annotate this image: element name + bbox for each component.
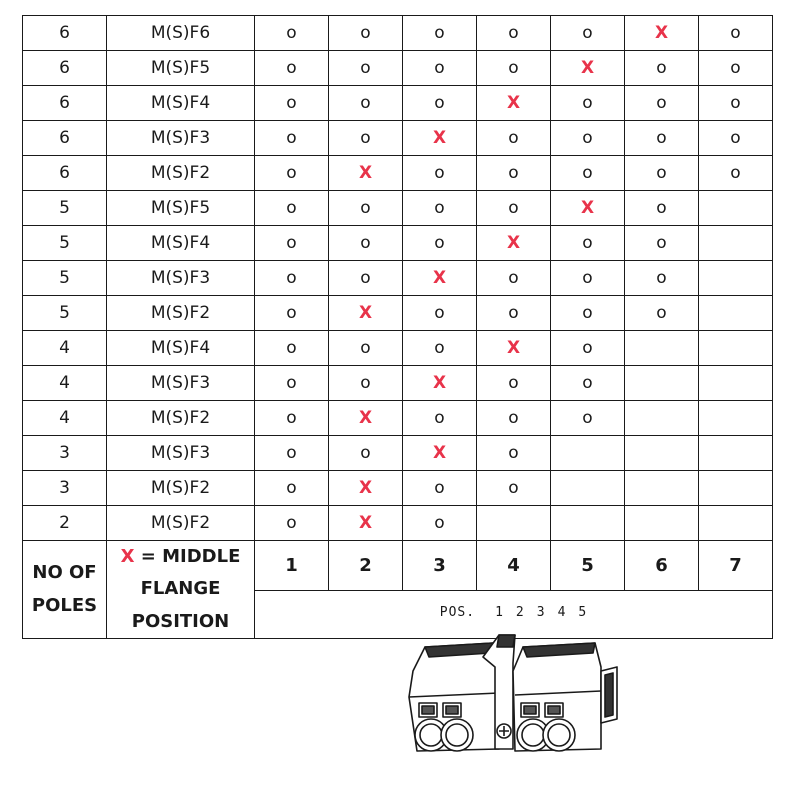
empty-cell [699, 226, 773, 261]
type-cell: M(S)F5 [107, 191, 255, 226]
poles-cell: 6 [23, 86, 107, 121]
position-mark: o [403, 191, 477, 226]
position-mark: o [403, 331, 477, 366]
position-mark: o [255, 261, 329, 296]
table-row [23, 51, 773, 86]
table-row [23, 436, 773, 471]
position-mark: o [255, 226, 329, 261]
position-header-5: 5 [551, 541, 625, 591]
middle-flange-mark: X [625, 16, 699, 51]
table-row [23, 506, 773, 541]
type-cell: M(S)F2 [107, 401, 255, 436]
empty-cell [699, 366, 773, 401]
position-mark: o [551, 366, 625, 401]
middle-flange-mark: X [551, 51, 625, 86]
poles-cell: 6 [23, 156, 107, 191]
type-cell: M(S)F2 [107, 506, 255, 541]
type-cell: M(S)F3 [107, 121, 255, 156]
position-mark: o [477, 156, 551, 191]
position-mark: o [403, 401, 477, 436]
empty-cell [477, 506, 551, 541]
poles-label-cell [23, 541, 107, 639]
table-row [23, 366, 773, 401]
empty-cell [699, 191, 773, 226]
position-mark: o [625, 121, 699, 156]
table-row [23, 191, 773, 226]
type-cell: M(S)F5 [107, 51, 255, 86]
poles-cell: 6 [23, 16, 107, 51]
pos-number-2: 2 [515, 605, 525, 621]
poles-cell: 2 [23, 506, 107, 541]
position-header-1: 1 [255, 541, 329, 591]
position-header-4: 4 [477, 541, 551, 591]
position-mark: o [255, 191, 329, 226]
type-cell: M(S)F2 [107, 471, 255, 506]
table-row [23, 16, 773, 51]
position-mark: o [255, 331, 329, 366]
middle-flange-mark: X [477, 226, 551, 261]
legend-line1 [107, 541, 254, 573]
middle-flange-mark: X [329, 401, 403, 436]
table-row [23, 296, 773, 331]
position-mark: o [699, 156, 773, 191]
position-mark: o [255, 121, 329, 156]
empty-cell [625, 436, 699, 471]
table-row [23, 401, 773, 436]
position-header-7: 7 [699, 541, 773, 591]
middle-flange-mark: X [477, 86, 551, 121]
pos-number-4: 4 [557, 605, 567, 621]
poles-cell: 3 [23, 436, 107, 471]
middle-flange-mark: X [329, 471, 403, 506]
table-row [23, 471, 773, 506]
position-header-2: 2 [329, 541, 403, 591]
position-mark: o [255, 296, 329, 331]
type-cell: M(S)F3 [107, 261, 255, 296]
empty-cell [625, 401, 699, 436]
position-mark: o [551, 331, 625, 366]
poles-cell: 5 [23, 261, 107, 296]
poles-label-line2: POLES [31, 594, 98, 616]
table-row [23, 226, 773, 261]
pos-number-3: 3 [536, 605, 546, 621]
middle-flange-mark: X [477, 331, 551, 366]
position-mark: o [329, 51, 403, 86]
position-mark: o [403, 16, 477, 51]
position-mark: o [477, 121, 551, 156]
position-mark: o [329, 331, 403, 366]
position-mark: o [625, 226, 699, 261]
position-mark: o [403, 156, 477, 191]
empty-cell [551, 471, 625, 506]
flange-position-table-sheet [22, 15, 772, 790]
type-cell: M(S)F2 [107, 156, 255, 191]
position-mark: o [255, 471, 329, 506]
position-mark: o [255, 401, 329, 436]
middle-flange-mark: X [403, 436, 477, 471]
table-body [23, 16, 773, 541]
pos-number-5: 5 [578, 605, 588, 621]
position-mark: o [403, 296, 477, 331]
position-header-row [23, 541, 773, 591]
type-cell: M(S)F4 [107, 86, 255, 121]
position-mark: o [329, 436, 403, 471]
position-mark: o [329, 191, 403, 226]
position-mark: o [477, 401, 551, 436]
position-mark: o [699, 16, 773, 51]
type-cell: M(S)F4 [107, 226, 255, 261]
poles-cell: 6 [23, 121, 107, 156]
position-mark: o [329, 366, 403, 401]
poles-cell: 5 [23, 296, 107, 331]
empty-cell [699, 436, 773, 471]
position-mark: o [329, 226, 403, 261]
position-mark: o [329, 16, 403, 51]
position-mark: o [551, 86, 625, 121]
poles-cell: 5 [23, 226, 107, 261]
position-header-6: 6 [625, 541, 699, 591]
table-row [23, 86, 773, 121]
position-mark: o [329, 121, 403, 156]
poles-cell: 6 [23, 51, 107, 86]
middle-flange-mark: X [551, 191, 625, 226]
poles-cell: 4 [23, 331, 107, 366]
table-row [23, 261, 773, 296]
position-mark: o [625, 296, 699, 331]
position-mark: o [255, 436, 329, 471]
empty-cell [699, 261, 773, 296]
position-mark: o [625, 156, 699, 191]
type-cell: M(S)F3 [107, 366, 255, 401]
position-mark: o [255, 506, 329, 541]
position-mark: o [551, 261, 625, 296]
position-mark: o [625, 51, 699, 86]
position-mark: o [403, 506, 477, 541]
position-mark: o [403, 226, 477, 261]
empty-cell [699, 506, 773, 541]
middle-flange-mark: X [403, 121, 477, 156]
type-cell: M(S)F6 [107, 16, 255, 51]
position-mark: o [477, 471, 551, 506]
position-mark: o [477, 366, 551, 401]
position-number-label [255, 605, 772, 620]
empty-cell [551, 506, 625, 541]
position-mark: o [477, 261, 551, 296]
legend-line3: POSITION [131, 610, 230, 632]
terminal-block-connector-illustration [395, 627, 635, 767]
empty-cell [551, 436, 625, 471]
empty-cell [625, 506, 699, 541]
table-row [23, 331, 773, 366]
legend-line2: FLANGE [140, 578, 221, 600]
position-mark: o [255, 366, 329, 401]
position-mark: o [625, 191, 699, 226]
position-mark: o [477, 436, 551, 471]
type-cell: M(S)F2 [107, 296, 255, 331]
middle-flange-mark: X [329, 296, 403, 331]
position-mark: o [699, 86, 773, 121]
poles-cell: 3 [23, 471, 107, 506]
connector-drawing-cell [255, 591, 773, 639]
position-mark: o [255, 16, 329, 51]
position-mark: o [625, 86, 699, 121]
empty-cell [625, 471, 699, 506]
position-mark: o [403, 471, 477, 506]
empty-cell [699, 401, 773, 436]
legend-middle-text: = MIDDLE [134, 546, 241, 567]
table-row [23, 156, 773, 191]
poles-cell: 4 [23, 401, 107, 436]
position-header-3: 3 [403, 541, 477, 591]
empty-cell [625, 366, 699, 401]
empty-cell [699, 296, 773, 331]
legend-cell [107, 541, 255, 639]
position-mark: o [551, 296, 625, 331]
poles-cell: 5 [23, 191, 107, 226]
position-mark: o [255, 156, 329, 191]
position-mark: o [699, 51, 773, 86]
position-mark: o [255, 86, 329, 121]
type-cell: M(S)F4 [107, 331, 255, 366]
pos-number-1: 1 [495, 605, 504, 621]
position-mark: o [551, 401, 625, 436]
poles-label-line1: NO OF [32, 562, 97, 584]
position-mark: o [403, 86, 477, 121]
empty-cell [625, 331, 699, 366]
type-cell: M(S)F3 [107, 436, 255, 471]
position-mark: o [477, 191, 551, 226]
position-mark: o [699, 121, 773, 156]
position-mark: o [551, 156, 625, 191]
position-mark: o [403, 51, 477, 86]
middle-flange-mark: X [329, 506, 403, 541]
table-row [23, 121, 773, 156]
position-mark: o [477, 16, 551, 51]
position-mark: o [551, 121, 625, 156]
middle-flange-mark: X [403, 366, 477, 401]
position-mark: o [477, 296, 551, 331]
position-mark: o [551, 16, 625, 51]
legend-x-mark: X [120, 546, 135, 567]
position-mark: o [329, 86, 403, 121]
empty-cell [699, 331, 773, 366]
pos-word: POS. [439, 605, 476, 621]
flange-position-table [22, 15, 773, 639]
poles-cell: 4 [23, 366, 107, 401]
position-mark: o [477, 51, 551, 86]
middle-flange-mark: X [329, 156, 403, 191]
empty-cell [699, 471, 773, 506]
position-mark: o [551, 226, 625, 261]
position-mark: o [625, 261, 699, 296]
position-mark: o [329, 261, 403, 296]
position-mark: o [255, 51, 329, 86]
middle-flange-mark: X [403, 261, 477, 296]
